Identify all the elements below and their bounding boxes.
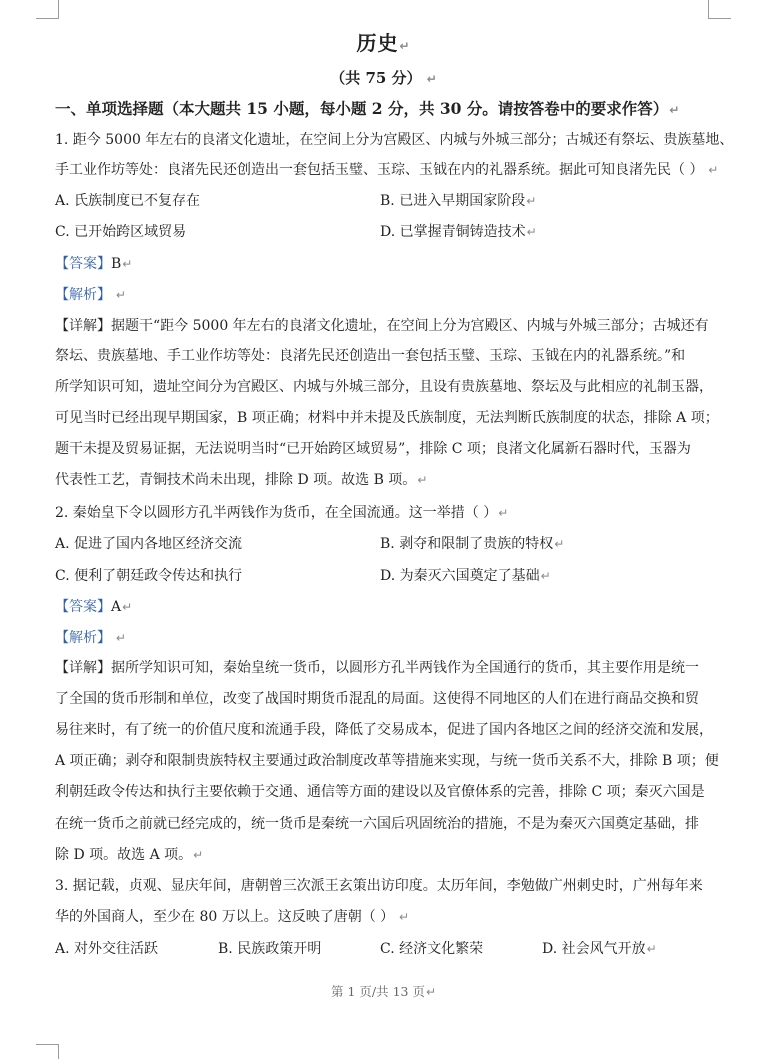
q1-detail-line: 所学知识可知，遗址空间分为宫殿区、内城与外城三部分，且设有贵族墓地、祭坛及与此相应的礼制玉器， [55, 379, 713, 395]
crop-mark-top-right [708, 0, 731, 19]
q1-detail-line: 祭坛、贵族墓地、手工业作坊等处：良渚先民还创造出一套包括玉璧、玉琮、玉钺在内的礼器系统。”和 [55, 348, 686, 364]
q2-analysis-tag: 【解析】 ↵ [55, 630, 126, 646]
q2-option-a: A. 促进了国内各地区经济交流 [55, 536, 243, 552]
q3-option-a: A. 对外交往活跃 [55, 941, 159, 957]
q1-stem-line: 手工业作坊等处：良渚先民还创造出一套包括玉璧、玉琮、玉钺在内的礼器系统。据此可知良渚先民（ ） ↵ [55, 162, 719, 178]
q1-detail-line: 可见当时已经出现早期国家，B 项正确；材料中并未提及氏族制度，无法判断氏族制度的状态，排除 A 项； [55, 410, 719, 426]
q1-answer: 【答案】B↵ [55, 256, 133, 272]
page-footer: 第 1 页/共 13 页↵ [330, 984, 437, 999]
crop-mark-bottom-left [36, 1044, 59, 1059]
q2-detail-line: 除 D 项。故选 A 项。↵ [55, 847, 204, 863]
q2-detail-line: A 项正确；剥夺和限制贵族特权主要通过政治制度改革等措施来实现，与统一货币关系不大，排除 B 项；便 [55, 753, 719, 769]
score-subtitle: （共 75 分） ↵ [330, 69, 437, 87]
q3-option-b: B. 民族政策开明 [218, 941, 322, 957]
q2-option-d: D. 为秦灭六国奠定了基础↵ [380, 568, 551, 584]
q1-option-d: D. 已掌握青铜铸造技术↵ [380, 224, 537, 240]
q2-option-c: C. 便利了朝廷政令传达和执行 [55, 568, 243, 584]
q3-option-d: D. 社会风气开放↵ [542, 941, 657, 957]
q2-detail-line: 利朝廷政令传达和执行主要依赖于交通、通信等方面的建设以及官僚体系的完善，排除 C 项；秦灭六国是 [55, 784, 705, 800]
q1-stem-line: 1. 距今 5000 年左右的良渚文化遗址，在空间上分为宫殿区、内城与外城三部分；古城还有祭坛、贵族墓地、 [55, 132, 734, 148]
q3-stem-line: 华的外国商人，至少在 80 万以上。这反映了唐朝（ ） ↵ [55, 909, 410, 925]
q1-detail-line: 【详解】据题干“距今 5000 年左右的良渚文化遗址，在空间上分为宫殿区、内城与外城三部分；古城还有 [55, 318, 709, 334]
q2-detail-line: 【详解】据所学知识可知，秦始皇统一货币，以圆形方孔半两钱作为全国通行的货币，其主要作用是统一 [55, 660, 699, 676]
q3-option-c: C. 经济文化繁荣 [380, 941, 484, 957]
q1-detail-line: 代表性工艺，青铜技术尚未出现，排除 D 项。故选 B 项。↵ [55, 472, 428, 488]
q1-detail-line: 题干未提及贸易证据，无法说明当时“已开始跨区域贸易”，排除 C 项；良渚文化属新石器时代，玉器为 [55, 441, 691, 457]
section-heading: 一、单项选择题（本大题共 15 小题，每小题 2 分，共 30 分。请按答卷中的要求作答）↵ [55, 99, 680, 118]
q3-stem-line: 3. 据记载，贞观、显庆年间，唐朝曾三次派王玄策出访印度。太历年间，李勉做广州刺史时，广州每年来 [55, 878, 703, 894]
q2-answer: 【答案】A↵ [55, 599, 133, 615]
crop-mark-top-left [36, 0, 59, 19]
q2-detail-line: 了全国的货币形制和单位，改变了战国时期货币混乱的局面。这使得不同地区的人们在进行商品交换和贸 [55, 691, 699, 707]
page-title: 历史↵ [356, 31, 411, 55]
q2-detail-line: 易往来时，有了统一的价值尺度和流通手段，降低了交易成本，促进了国内各地区之间的经济交流和发展， [55, 722, 713, 738]
q1-analysis-tag: 【解析】 ↵ [55, 287, 126, 303]
q2-detail-line: 在统一货币之前就已经完成的，统一货币是秦统一六国后巩固统治的措施，不是为秦灭六国奠定基础，排 [55, 816, 699, 832]
q1-option-a: A. 氏族制度已不复存在 [55, 193, 201, 209]
q2-option-b: B. 剥夺和限制了贵族的特权↵ [380, 536, 565, 552]
q2-stem-line: 2. 秦始皇下令以圆形方孔半两钱作为货币，在全国流通。这一举措（ ）↵ [55, 505, 509, 521]
q1-option-c: C. 已开始跨区域贸易 [55, 224, 187, 240]
q1-option-b: B. 已进入早期国家阶段↵ [380, 193, 537, 209]
